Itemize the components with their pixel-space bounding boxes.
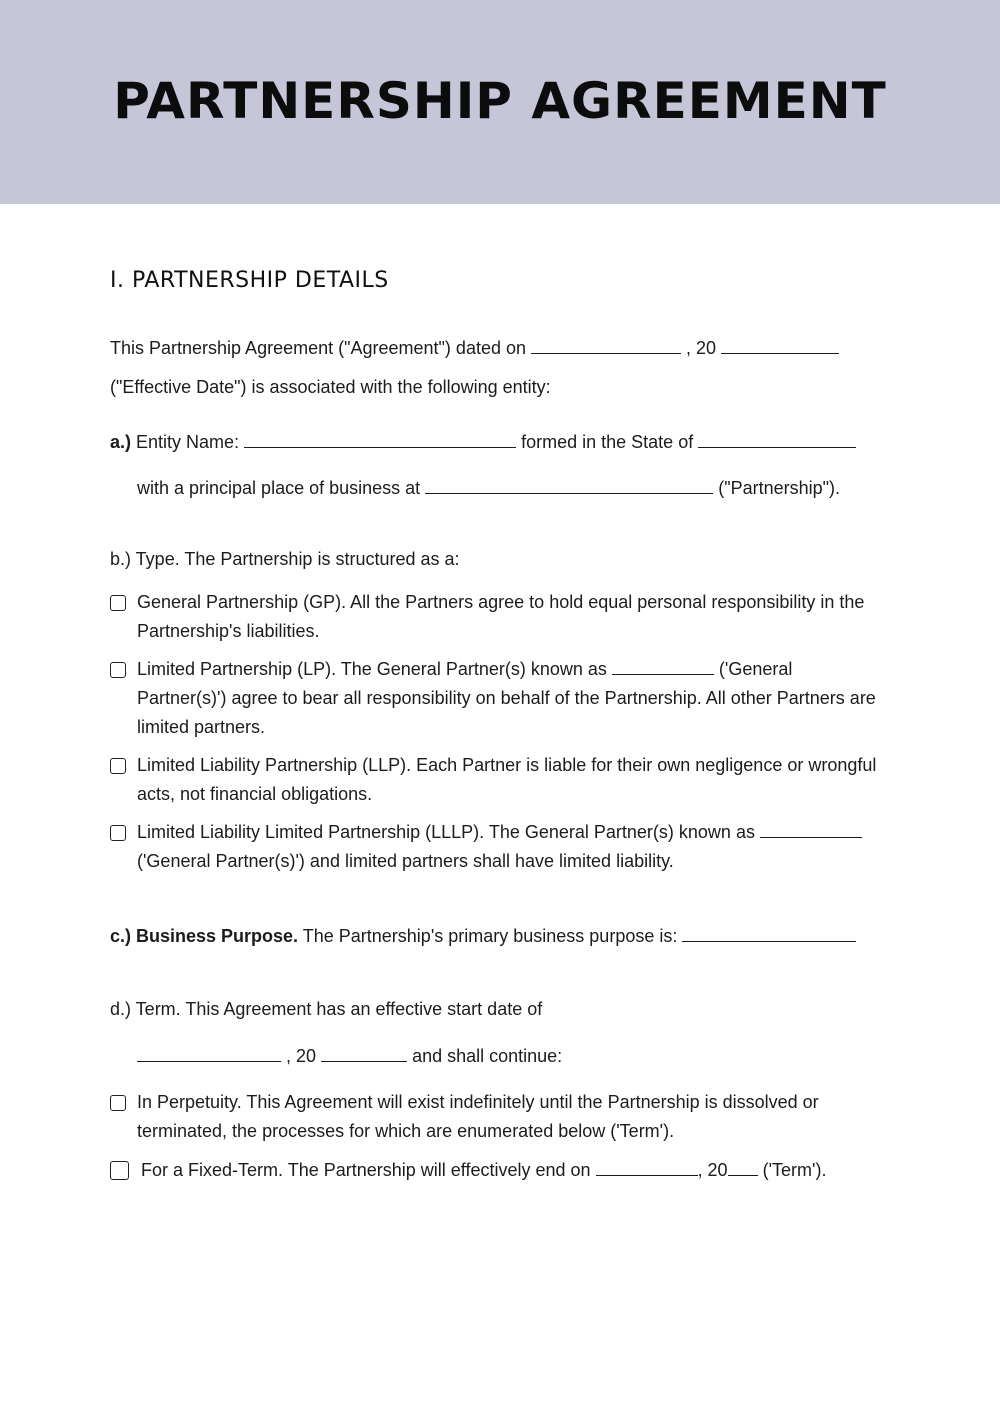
purpose-text: The Partnership's primary business purpose is: xyxy=(302,926,678,946)
lp-general-partner-field[interactable] xyxy=(612,658,714,675)
fixed-term-end-date-field[interactable] xyxy=(596,1159,698,1176)
purpose-label: c.) Business Purpose. xyxy=(110,926,299,946)
fixed-term-year-prefix: , 20 xyxy=(697,1160,728,1180)
entity-name-label: Entity Name: xyxy=(136,432,240,452)
lp-option-text xyxy=(137,655,877,742)
entity-line-1 xyxy=(110,430,856,454)
entity-state-label: formed in the State of xyxy=(521,432,694,452)
llp-checkbox[interactable] xyxy=(110,758,126,774)
lllp-option-text xyxy=(137,818,877,876)
entity-place-field[interactable] xyxy=(425,477,713,494)
fixed-term-line xyxy=(141,1158,826,1182)
entity-place-label: with a principal place of business at xyxy=(137,478,421,498)
term-start-line xyxy=(137,1044,562,1068)
term-start-date-field[interactable] xyxy=(137,1045,281,1062)
type-heading: b.) Type. The Partnership is structured as a: xyxy=(110,549,460,569)
lp-text-part2: ('General Partner(s)') agree to bear all responsibility on behalf of the Partnership. All other Partners are limited partners. xyxy=(137,659,876,737)
term-continue-text: and shall continue: xyxy=(412,1046,563,1066)
fixed-term-checkbox[interactable] xyxy=(110,1161,129,1180)
perpetuity-checkbox[interactable] xyxy=(110,1095,126,1111)
header-band xyxy=(0,0,1000,204)
fixed-term-suffix: ('Term'). xyxy=(762,1160,827,1180)
fixed-term-year-field[interactable] xyxy=(728,1159,758,1176)
lp-checkbox[interactable] xyxy=(110,662,126,678)
intro-line-1 xyxy=(110,336,839,360)
gp-checkbox[interactable] xyxy=(110,595,126,611)
entity-place-suffix: ("Partnership"). xyxy=(718,478,841,498)
lp-text-part1: Limited Partnership (LP). The General Partner(s) known as xyxy=(137,659,607,679)
entity-marker: a.) xyxy=(110,432,132,452)
lllp-checkbox[interactable] xyxy=(110,825,126,841)
section-heading: I. PARTNERSHIP DETAILS xyxy=(110,268,389,293)
fixed-term-text: For a Fixed-Term. The Partnership will effectively end on xyxy=(141,1160,591,1180)
lllp-text-part2: ('General Partner(s)') and limited partners shall have limited liability. xyxy=(137,851,674,871)
entity-line-2 xyxy=(137,476,840,500)
document-title: PARTNERSHIP AGREEMENT xyxy=(113,72,887,130)
llp-option-text: Limited Liability Partnership (LLP). Each Partner is liable for their own negligence or wrongful acts, not financial obligations. xyxy=(137,755,877,804)
intro-year-prefix: , 20 xyxy=(686,338,717,358)
intro-line-2: ("Effective Date") is associated with the following entity: xyxy=(110,377,551,397)
purpose-field[interactable] xyxy=(682,925,856,942)
agreement-date-field[interactable] xyxy=(531,337,681,354)
lllp-general-partner-field[interactable] xyxy=(760,821,862,838)
lllp-text-part1: Limited Liability Limited Partnership (LLLP). The General Partner(s) known as xyxy=(137,822,755,842)
entity-state-field[interactable] xyxy=(698,431,856,448)
term-year-prefix: , 20 xyxy=(286,1046,317,1066)
perpetuity-option-text: In Perpetuity. This Agreement will exist indefinitely until the Partnership is dissolved or terminated, the processes for which are enumerated below ('Term'). xyxy=(137,1092,819,1141)
agreement-year-field[interactable] xyxy=(721,337,839,354)
entity-name-field[interactable] xyxy=(244,431,516,448)
intro-text: This Partnership Agreement ("Agreement") dated on xyxy=(110,338,526,358)
gp-option-text: General Partnership (GP). All the Partners agree to hold equal personal responsibility in the Partnership's liabilities. xyxy=(137,592,865,641)
term-heading: d.) Term. This Agreement has an effective start date of xyxy=(110,999,543,1019)
purpose-line xyxy=(110,924,856,948)
term-start-year-field[interactable] xyxy=(321,1045,407,1062)
